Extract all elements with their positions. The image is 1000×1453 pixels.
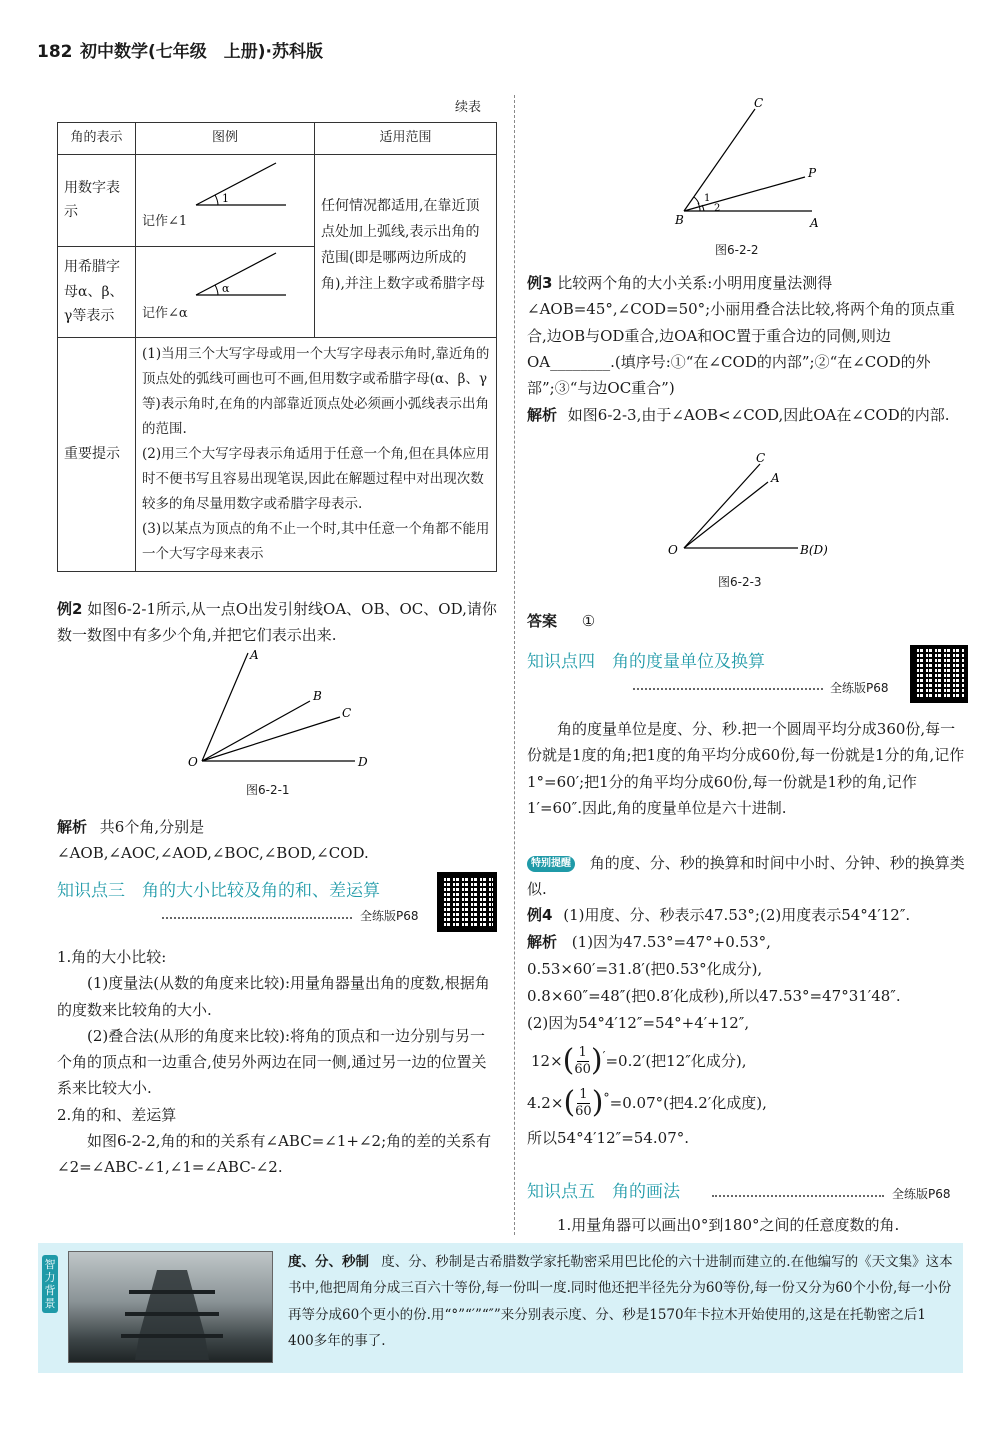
row3-label: 重要提示: [58, 338, 136, 572]
row2-figure: [136, 246, 315, 338]
ex3-label: 例3: [527, 274, 553, 292]
figure-6-2-3: [660, 452, 840, 562]
col-header-scope: 适用范围: [315, 123, 497, 155]
col-header-figure: 图例: [136, 123, 315, 155]
fig2-B: B: [675, 213, 684, 227]
ex3-solution: [527, 402, 967, 428]
row2-label: 用希腊字母α、β、γ等表示: [58, 246, 136, 338]
example-2: [57, 596, 497, 649]
book-title: 初中数学(七年级 上册)·苏科版: [80, 42, 323, 62]
fig1-O: O: [188, 755, 198, 769]
ex2-label: 例2: [57, 600, 83, 618]
fig2-P: P: [808, 166, 817, 180]
fig1-caption: 图6-2-1: [246, 783, 290, 797]
ex2-sol-text: 共6个角,分别是∠AOB,∠AOC,∠AOD,∠BOC,∠BOD,∠COD.: [57, 818, 369, 863]
fig3-A: A: [771, 471, 780, 485]
angle-mark-1: 1: [222, 192, 229, 205]
ex3-answer: [527, 608, 595, 634]
fig2-mark-1: 1: [704, 193, 711, 204]
fig3-C: C: [756, 452, 766, 465]
pagoda-silhouette: [69, 1252, 274, 1364]
ex2-sol-label: 解析: [57, 818, 88, 836]
fig3-caption: 图6-2-3: [718, 575, 762, 589]
background-sidebar: [38, 1243, 963, 1373]
ex4-l5: 12× ( $\frac{1}{60}$ ) ′ =0.2′(把12″化成分),: [531, 1043, 747, 1079]
ex3-ans-text: ①: [581, 612, 596, 630]
sidebar-title: 度、分、秒制: [288, 1254, 369, 1270]
ex4-l3: 0.8×60″=48″(把0.8′化成秒),所以47.53°=47°31′48″.: [527, 987, 901, 1005]
sidebar-text: 度、分、秒制是古希腊数学家托勒密采用巴比伦的六十进制而建立的.在他编写的《天文集》这本书中,他把周角分成三百六十等份,每一份叫一度.同时他还把半径先分为60等份,每一份又分为60个小份,每一小份再等分成60个更小的份.用“°”“′”“″”来分别表示度、分、秒是1570年卡拉木开始使用的,这是在托勒密之后1 400多年的事了.: [288, 1254, 953, 1349]
tip-text: 角的度、分、秒的换算和时间中小时、分钟、秒的换算类似.: [527, 854, 965, 899]
ex4-l6b: =0.07°(把4.2′化成度),: [609, 1093, 767, 1112]
ex4-l4: (2)因为54°4′12″=54°+4′+12″,: [527, 1014, 750, 1032]
kp3-body: [57, 944, 497, 1180]
rows12-scope: 任何情况都适用,在靠近顶点处加上弧线,表示出角的范围(即是哪两边所成的角),并注上数字或希腊字母: [315, 155, 497, 338]
fig1-A: A: [250, 648, 259, 662]
ex4-text: (1)用度、分、秒表示47.53°;(2)用度表示54°4′12″.: [563, 906, 911, 924]
kp3-dots: [162, 917, 352, 919]
figure-6-2-2: [670, 95, 830, 235]
kp4-dots: [633, 688, 823, 690]
tip-2: (2)用三个大写字母表示角适用于任意一个角,但在具体应用时不便书写且容易出现笔误,因此在解题过程中对出现次数较多的角尽量用数字或希腊字母表示.: [142, 445, 490, 512]
row2-caption: 记作∠α: [142, 305, 188, 321]
fig2-C: C: [754, 96, 764, 110]
kp4-tip: [527, 850, 967, 903]
fraction-1-60-a: $\frac{1}{60}$: [574, 1045, 591, 1077]
fraction-1-60-b: $\frac{1}{60}$: [575, 1087, 592, 1119]
kp3-p3: 如图6-2-2,角的和的关系有∠ABC=∠1+∠2;角的差的关系有∠2=∠ABC-∠1,∠1=∠ABC-∠2.: [57, 1131, 492, 1176]
row1-label: 用数字表示: [58, 155, 136, 247]
ex3-sol-label: 解析: [527, 406, 558, 424]
page-number: 182: [37, 42, 73, 62]
ex4-sup1: ′: [602, 1048, 606, 1063]
fig2-A: A: [810, 216, 819, 230]
kp5-dots: [712, 1195, 884, 1197]
fig1-C: C: [342, 706, 352, 720]
kp3-p1: (1)度量法(从数的角度来比较):用量角器量出角的度数,根据角的度数来比较角的大小.: [57, 974, 490, 1019]
ex2-text: 如图6-2-1所示,从一点O出发引射线OA、OB、OC、OD,请你数一数图中有多少个角,并把它们表示出来.: [57, 600, 497, 645]
ex4-l6: 4.2× ( $\frac{1}{60}$ ) ° =0.07°(把4.2′化成度),: [527, 1085, 767, 1121]
kp3-ref: 全练版P68: [360, 909, 419, 923]
fig1-D: D: [358, 755, 368, 769]
sidebar-text-block: [288, 1249, 953, 1354]
kp3-qr-code[interactable]: [437, 872, 497, 932]
ex4-l5a: 12×: [531, 1051, 563, 1070]
ex4-sol-label: 解析: [527, 933, 558, 951]
ex4-label: 例4: [527, 906, 553, 924]
tower-image: [68, 1251, 273, 1363]
fig2-mark-2: 2: [714, 203, 721, 214]
fig1-B: B: [313, 689, 322, 703]
sidebar-badge: 智力背景: [42, 1255, 58, 1313]
tip-badge: 特别提醒: [527, 856, 575, 872]
kp5-title: 知识点五 角的画法: [527, 1182, 680, 1202]
kp4-p1: 角的度量单位是度、分、秒.把一个圆周平均分成360份,每一份就是1度的角;把1度的角平均分成60份,每一份就是1分的角,记作1°=60′;把1分的角平均分成60份,每一份就是1秒的角,记作1′=60″.因此,角的度量单位是六十进制.: [527, 720, 965, 817]
kp3-p2: (2)叠合法(从形的角度来比较):将角的顶点和一边分别与另一个角的顶点和一边重合,使另外两边在同一侧,通过另一边的位置关系来比较大小.: [57, 1026, 487, 1098]
angle-notation-table: [57, 122, 497, 572]
kp5-p1: 1.用量角器可以画出0°到180°之间的任意度数的角.: [557, 1216, 900, 1234]
ex4-sup2: °: [603, 1090, 610, 1106]
kp4-qr-code[interactable]: [910, 645, 968, 703]
ex2-solution: [57, 814, 497, 867]
ex4-l7: 所以54°4′12″=54.07°.: [527, 1129, 690, 1148]
column-divider: [514, 95, 515, 1235]
tip-3: (3)以某点为顶点的角不止一个时,其中任意一个角都不能用一个大写字母来表示: [142, 520, 490, 562]
ex4-l1: (1)因为47.53°=47°+0.53°,: [571, 933, 771, 951]
ex4-l6a: 4.2×: [527, 1093, 564, 1112]
example-3: [527, 270, 967, 401]
fig2-caption: 图6-2-2: [715, 243, 759, 257]
col-header-notation: 角的表示: [58, 123, 136, 155]
ex3-ans-label: 答案: [527, 612, 558, 630]
kp5-ref: 全练版P68: [892, 1187, 951, 1201]
continued-label: 续表: [455, 100, 482, 115]
ex3-sol-text: 如图6-2-3,由于∠AOB<∠COD,因此OA在∠COD的内部.: [567, 406, 950, 424]
kp3-h1: 1.角的大小比较:: [57, 948, 167, 966]
row1-figure: [136, 155, 315, 247]
example-4: [527, 902, 967, 1152]
ex4-l5b: =0.2′(把12″化成分),: [605, 1051, 747, 1070]
kp4-ref: 全练版P68: [830, 681, 889, 695]
fig3-O: O: [668, 543, 678, 557]
figure-6-2-1: [180, 645, 390, 770]
kp3-h2: 2.角的和、差运算: [57, 1105, 177, 1124]
kp4-title: 知识点四 角的度量单位及换算: [527, 652, 765, 672]
angle-mark-alpha: α: [222, 281, 230, 295]
ex3-text: 比较两个角的大小关系:小明用度量法测得∠AOB=45°,∠COD=50°;小丽用叠合法比较,将两个角的顶点重合,边OB与OD重合,边OA和OC置于重合边的同侧,则边OA________.(填序号:①“在∠COD的内部”;②“在∠COD的外部”;③“与边OC重合”): [527, 274, 955, 397]
tip-1: (1)当用三个大写字母或用一个大写字母表示角时,靠近角的顶点处的弧线可画也可不画,但用数字或希腊字母(α、β、γ等)表示角时,在角的内部靠近顶点处必须画小弧线表示出角的范围.: [142, 346, 490, 437]
fig3-BD: B(D): [800, 543, 828, 557]
ex4-l2: 0.53×60′=31.8′(把0.53°化成分),: [527, 960, 763, 978]
kp3-title: 知识点三 角的大小比较及角的和、差运算: [57, 881, 380, 901]
row1-caption: 记作∠1: [142, 214, 188, 229]
